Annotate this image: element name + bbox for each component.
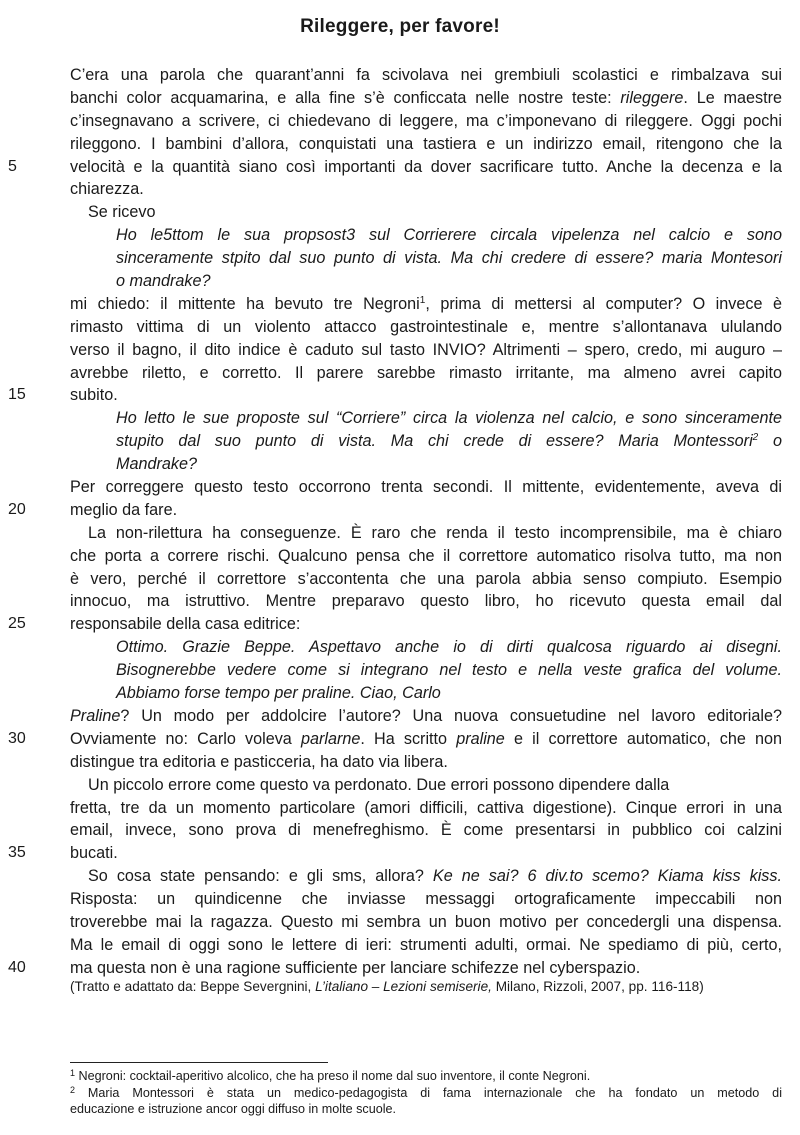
footnote-marker: 2 — [70, 1084, 76, 1095]
line-text: responsabile della casa editrice: — [70, 615, 301, 634]
line-text: distingue tra editoria e pasticceria, ha dato via libera. — [70, 752, 448, 771]
article-body — [8, 64, 782, 980]
text-line — [8, 499, 782, 522]
line-text: ma questa non è una ragione sufficiente per lanciare schifezze nel cyberspazio. — [70, 958, 641, 977]
source-suffix: Milano, Rizzoli, 2007, pp. 116-118) — [491, 979, 704, 994]
line-text: rimasto vittima di un violento attacco gastrointestinale e, mentre s’allontanava ululando — [70, 317, 782, 336]
line-text: stupito dal suo punto di vista. Ma chi crede di essere? Maria Montessori — [116, 432, 753, 451]
text-line — [70, 270, 782, 293]
emphasis-text: Praline — [70, 706, 121, 725]
text-line — [70, 339, 782, 362]
line-text: So cosa state pensando: e gli sms, allora? — [88, 867, 433, 886]
line-text: email, invece, sono prova di menefreghismo. È come presentarsi in pubblico coi calzini — [70, 821, 782, 840]
text-line — [70, 568, 782, 591]
text-line — [70, 865, 782, 888]
line-text: avrebbe riletto, e corretto. Il parere sarebbe rimasto irritante, ma almeno avrei capito — [70, 363, 782, 382]
text-line — [70, 682, 782, 705]
line-text: Abbiamo forse tempo per praline. Ciao, Carlo — [116, 684, 441, 703]
text-line — [70, 293, 782, 316]
text-line — [70, 224, 782, 247]
line-text: Ottimo. Grazie Beppe. Aspettavo anche io di dirti qualcosa riguardo ai disegni. — [116, 638, 782, 657]
line-text: fretta, tre da un momento particolare (amori difficili, cattiva digestione). Cinque errori in una — [70, 798, 782, 817]
line-text: Ho letto le sue proposte sul “Corriere” circa la violenza nel calcio, e sono sinceramente — [116, 409, 782, 428]
line-text: o — [758, 432, 782, 451]
text-line — [70, 407, 782, 430]
line-text: Ma le email di oggi sono le lettere di ieri: strumenti adulti, ormai. Ne spediamo di più, certo, — [70, 935, 782, 954]
line-text: sinceramente stpito dal suo punto di vista. Ma chi credere di essere? maria Montesori — [116, 249, 782, 268]
line-text: Ovviamente no: Carlo voleva — [70, 729, 301, 748]
line-number: 15 — [8, 386, 26, 404]
text-line — [70, 178, 782, 201]
page-title: Rileggere, per favore! — [300, 16, 500, 37]
line-number: 20 — [8, 500, 26, 518]
line-text: rileggono. I bambini d’allora, conquistati una tastiera e un indirizzo email, ritengono che la — [70, 134, 782, 153]
text-line — [70, 797, 782, 820]
footnote-text: educazione e istruzione ancor oggi diffuso in molte scuole. — [70, 1102, 397, 1116]
line-text: Risposta: un quindicenne che inviasse messaggi ortograficamente impeccabili non — [70, 890, 782, 909]
text-line — [70, 751, 782, 774]
footnotes — [70, 1068, 782, 1118]
source-prefix: (Tratto e adattato da: Beppe Severgnini, — [70, 979, 316, 994]
text-line — [70, 774, 782, 797]
text-line — [70, 522, 782, 545]
footnote-reference: 1 — [419, 294, 426, 306]
line-text: . Le maestre — [683, 88, 782, 107]
text-line — [70, 316, 782, 339]
source-book-title: L’italiano – Lezioni semiserie, — [315, 979, 492, 994]
line-text: Mandrake? — [116, 455, 197, 474]
emphasis-text: praline — [456, 729, 505, 748]
line-text: o mandrake? — [116, 272, 211, 291]
text-line — [70, 64, 782, 87]
footnote-marker: 1 — [70, 1068, 76, 1078]
line-text: verso il bagno, il dito indice è caduto sul tasto INVIO? Altrimenti – spero, credo, mi auguro – — [70, 340, 782, 359]
line-text: . Ha scritto — [360, 729, 457, 748]
text-line — [70, 87, 782, 110]
line-text: Per correggere questo testo occorrono trenta secondi. Il mittente, evidentemente, aveva di — [70, 478, 782, 497]
text-line — [70, 545, 782, 568]
line-text: che porta a correre rischi. Qualcuno pensa che il correttore automatico risolva tutto, ma non — [70, 546, 782, 565]
line-text: velocità e la quantità siano così importanti da dover sacrificare tutto. Anche la decenza e la — [70, 157, 782, 176]
text-line — [8, 842, 782, 865]
text-line — [70, 476, 782, 499]
line-number: 5 — [8, 157, 17, 175]
line-text: innocuo, ma istruttivo. Mentre preparavo questo libro, ho ricevuto questa email dal — [70, 592, 782, 611]
line-text: Bisognerebbe vedere come si integrano nel testo e nella veste grafica del volume. — [116, 661, 782, 680]
line-text: subito. — [70, 386, 118, 405]
footnote-line — [70, 1068, 782, 1085]
emphasis-text: Ke ne sai? 6 div.to scemo? Kiama kiss kiss. — [432, 867, 782, 886]
text-line — [70, 659, 782, 682]
line-text: e il correttore automatico, che non — [504, 729, 782, 748]
line-text: Se ricevo — [88, 203, 156, 222]
text-line — [8, 613, 782, 636]
line-number: 30 — [8, 729, 26, 747]
text-line — [70, 819, 782, 842]
line-number: 40 — [8, 958, 26, 976]
line-text: C’era una parola che quarant’anni fa scivolava nei grembiuli scolastici e rimbalzava sui — [70, 66, 782, 84]
line-number — [0, 270, 2, 293]
source-citation — [70, 978, 782, 996]
line-text: Un piccolo errore come questo va perdonato. Due errori possono dipendere dalla — [88, 775, 670, 794]
line-number: 35 — [8, 844, 26, 862]
line-text: mi chiedo: il mittente ha bevuto tre Negroni — [70, 294, 420, 313]
line-text: troverebbe mai la ragazza. Questo mi sembra un buon motivo per concedergli una dispensa. — [70, 912, 782, 931]
text-line — [8, 957, 782, 980]
line-text: ? Un modo per addolcire l’autore? Una nuova consuetudine nel lavoro editoriale? — [120, 706, 782, 725]
text-line — [70, 934, 782, 957]
text-line — [70, 133, 782, 156]
footnote-line — [70, 1101, 782, 1118]
text-line — [70, 201, 782, 224]
line-text: c’insegnavano a scrivere, ci chiedevano di leggere, ma c’imponevano di rileggere. Oggi pochi — [70, 111, 782, 130]
text-line — [70, 705, 782, 728]
line-text: La non-rilettura ha conseguenze. È raro che renda il testo incomprensibile, ma è chiaro — [88, 523, 782, 542]
footnote-line — [70, 1085, 782, 1102]
line-text: è vero, perché il correttore s’accontenta che una parola abbia senso compiuto. Esempio — [70, 569, 782, 588]
line-number: 25 — [8, 615, 26, 633]
text-line — [70, 110, 782, 133]
line-text: bucati. — [70, 844, 118, 863]
line-text: banchi color acquamarina, e alla fine s’è conficcata nelle nostre teste: — [70, 88, 621, 107]
line-text: , prima di mettersi al computer? O invece è — [425, 294, 782, 313]
text-line — [8, 384, 782, 407]
line-text: Ho le5ttom le sua propsost3 sul Corrierere circala vipelenza nel calcio e sono — [116, 226, 782, 245]
footnote-text: Maria Montessori è stata un medico-pedagogista di fama internazionale che ha fondato un metodo di — [75, 1085, 782, 1100]
footnote-divider — [70, 1062, 328, 1063]
line-text: chiarezza. — [70, 180, 144, 199]
emphasis-text: parlarne — [300, 729, 361, 748]
text-line — [8, 728, 782, 751]
line-text: meglio da fare. — [70, 500, 178, 519]
text-line — [70, 636, 782, 659]
emphasis-text: rileggere — [620, 88, 684, 107]
text-line — [70, 362, 782, 385]
footnote-text: Negroni: cocktail-aperitivo alcolico, che ha preso il nome dal suo inventore, il conte Negroni. — [75, 1069, 591, 1083]
text-line — [70, 430, 782, 453]
footnote-reference: 2 — [752, 432, 759, 444]
text-line — [70, 590, 782, 613]
text-line — [8, 156, 782, 179]
text-line — [70, 911, 782, 934]
text-line — [70, 247, 782, 270]
text-line — [70, 888, 782, 911]
text-line — [70, 453, 782, 476]
